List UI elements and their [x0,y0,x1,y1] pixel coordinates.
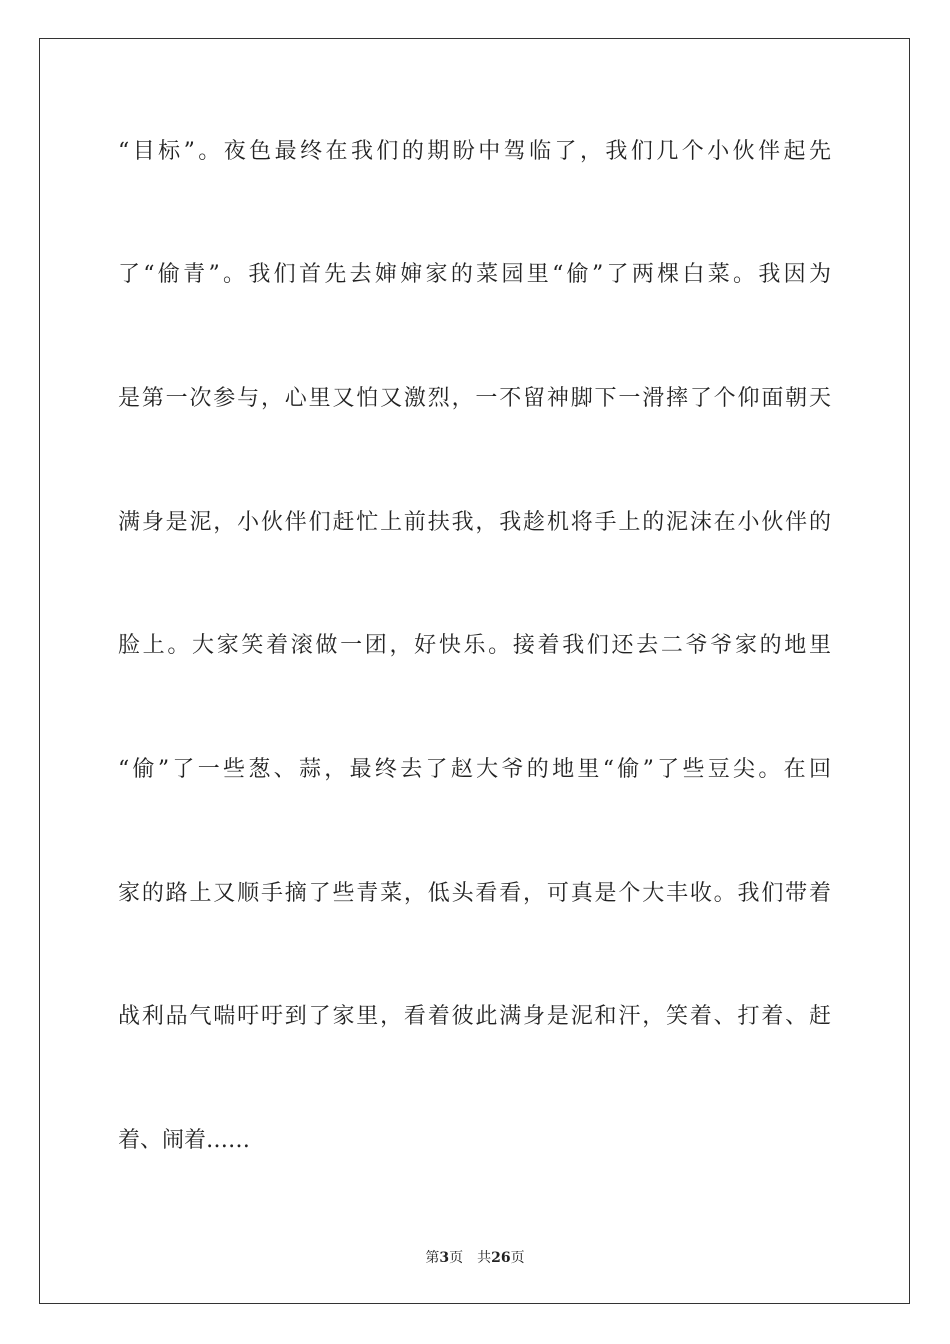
footer-total-pages: 26 [491,1250,511,1266]
body-text-line-6: “偷”了一些葱、蒜，最终去了赵大爷的地里“偷”了些豆尖。在回 [118,757,831,782]
footer-total-prefix: 共 [477,1250,492,1266]
body-text-line-2: 了“偷青”。我们首先去婶婶家的菜园里“偷”了两棵白菜。我因为 [118,262,831,287]
body-text-line-4: 满身是泥，小伙伴们赶忙上前扶我，我趁机将手上的泥沫在小伙伴的 [118,510,831,535]
page-border [39,38,910,1304]
body-text-line-3: 是第一次参与，心里又怕又激烈，一不留神脚下一滑摔了个仰面朝天 [118,386,831,411]
footer-page-number: 3 [439,1250,450,1266]
body-text-line-8: 战利品气喘吁吁到了家里，看着彼此满身是泥和汗，笑着、打着、赶 [118,1004,831,1029]
footer-total-suffix: 页 [510,1250,525,1266]
page-footer [0,1247,950,1267]
body-text-line-1: “目标”。夜色最终在我们的期盼中驾临了，我们几个小伙伴起先 [118,139,831,164]
footer-page-suffix: 页 [449,1250,464,1266]
footer-page-prefix: 第 [425,1250,440,1266]
body-text-line-5: 脸上。大家笑着滚做一团，好快乐。接着我们还去二爷爷家的地里 [118,633,831,658]
body-text-line-7: 家的路上又顺手摘了些青菜，低头看看，可真是个大丰收。我们带着 [118,881,831,906]
body-text-line-9: 着、闹着…… [118,1128,251,1153]
